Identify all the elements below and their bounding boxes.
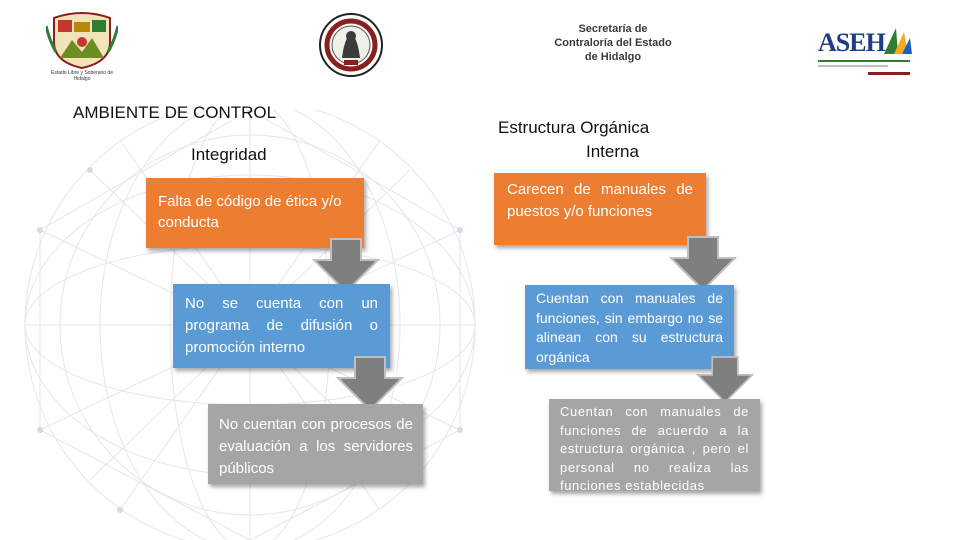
down-arrow-right-1 xyxy=(669,236,737,292)
right-box-3-text: Cuentan con manuales de funciones de acuerdo a la estructura orgánica , pero el personal no realiza las funciones establecidas xyxy=(560,404,749,493)
hidalgo-shield-logo xyxy=(46,12,118,84)
integridad-subtitle: Integridad xyxy=(191,145,267,164)
secretaria-contraloria-logo xyxy=(548,22,678,66)
round-seal-logo xyxy=(318,12,384,78)
secretaria-line-2: Contraloría del Estado xyxy=(554,37,672,49)
aseh-logo xyxy=(818,24,914,78)
hidalgo-caption: Estado Libre y Soberano de Hidalgo xyxy=(51,70,113,82)
right-box-3 xyxy=(549,399,760,491)
left-box-2-text: No se cuenta con un programa de difusión o promoción interno xyxy=(185,295,378,356)
right-title-line-1: Estructura Orgánica xyxy=(498,118,650,137)
left-box-1-text: Falta de código de ética y/o conducta xyxy=(158,193,342,231)
section-title: AMBIENTE DE CONTROL xyxy=(73,103,277,122)
left-box-3-text: No cuentan con procesos de evaluación a los servidores públicos xyxy=(219,416,413,477)
secretaria-line-1: Secretaría de xyxy=(578,23,648,35)
right-box-1 xyxy=(494,173,706,245)
aseh-logo-text: ASEH xyxy=(818,28,885,57)
down-arrow-right-2 xyxy=(696,355,754,405)
left-box-3 xyxy=(208,404,423,484)
secretaria-line-3: de Hidalgo xyxy=(584,51,642,63)
right-title-line-2: Interna xyxy=(586,142,639,161)
right-box-1-text: Carecen de manuales de puestos y/o funciones xyxy=(507,181,693,220)
right-box-2-text: Cuentan con manuales de funciones, sin embargo no se alinean con su estructura orgánica xyxy=(536,290,723,365)
